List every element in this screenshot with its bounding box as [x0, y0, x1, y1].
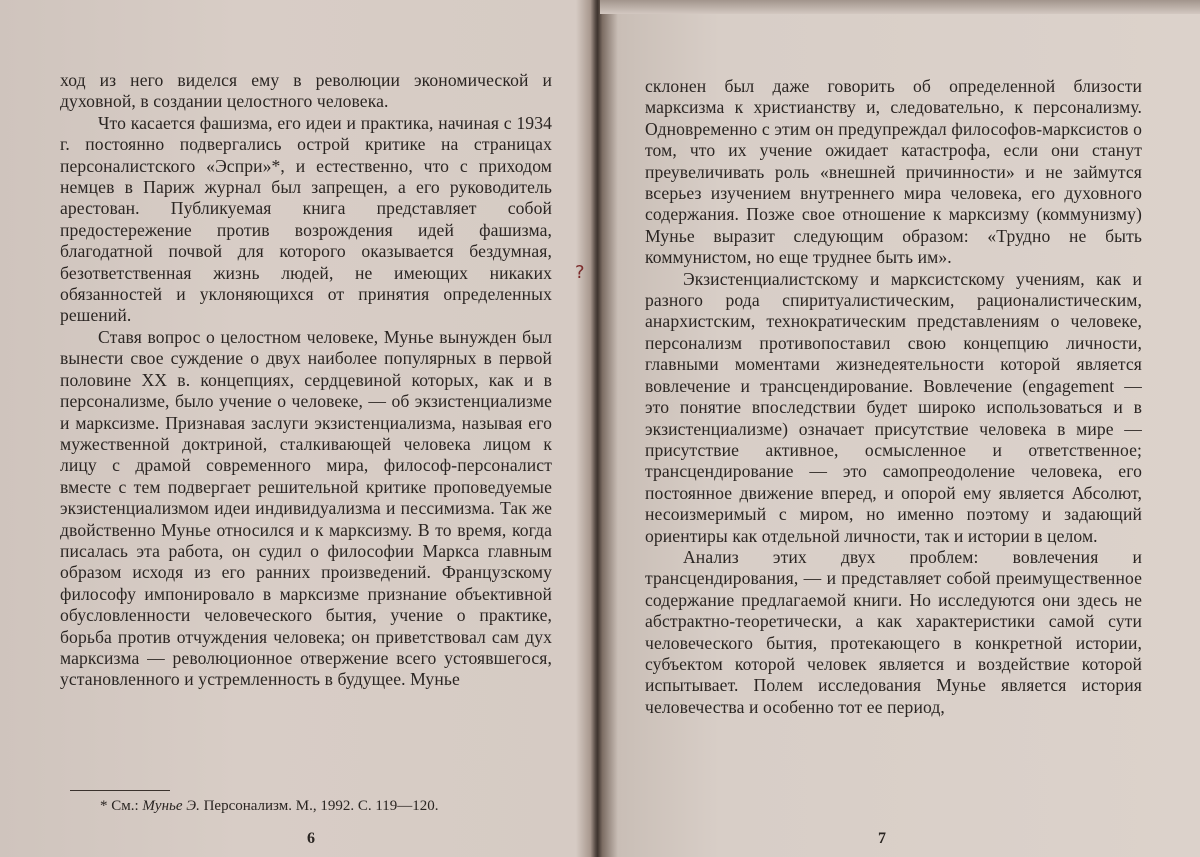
paragraph: Ставя вопрос о целостном человеке, Мунье вынужден был вынести свое суждение о двух наиболее популярных в первой половине XX в. концепциях, сердцевиной которых, как и в персонализме, было учение о человеке, — об экзистенциализме и марксизме. Признавая заслуги экзистенциализма, называя его мужественной доктриной, сталкивающей человека лицом к лицу с драмой современного мира, философ-персоналист вместе с тем подвергает решительной критике проповедуемые экзистенциализмом идеи индивидуализма и пессимизма. Так же двойственно Мунье относился и к марксизму. В то время, когда писалась эта работа, он судил о философии Маркса главным образом исходя из его ранних произведений. Французскому философу импонировало в марксизме признание объективной обусловленности человеческого бытия, учение о практике, борьба против отчуждения человека; он приветствовал сам дух марксизма — революционное отвержение всего устоявшегося, установленного и устремленность в будущее. Мунье — [60, 326, 552, 690]
paragraph: склонен был даже говорить об определенной близости марксизма к христианству и, следовательно, к персонализму. Одновременно с этим он предупреждал философов-марксистов о том, что их учение ожидает катастрофа, если они станут преувеличивать роль «внешней причинности» и не займутся всерьез изучением внутреннего мира человека, его духовного содержания. Позже свое отношение к марксизму (коммунизму) Мунье выразит следующим образом: «Трудно не быть коммунистом, но еще труднее быть им». — [645, 76, 1142, 268]
footnote-author: Мунье Э. — [142, 798, 200, 814]
left-page-text — [60, 70, 552, 691]
margin-pencil-mark: ? — [575, 262, 585, 283]
footnote-divider — [70, 790, 170, 791]
paragraph: ход из него виделся ему в революции экономической и духовной, в создании целостного человека. — [60, 70, 552, 112]
footnote-source: Персонализм. М., 1992. С. 119—120. — [199, 798, 439, 814]
page-number: 7 — [878, 830, 886, 847]
footnote — [100, 797, 540, 815]
right-page-text — [645, 76, 1142, 718]
paragraph: Что касается фашизма, его идеи и практика, начиная с 1934 г. постоянно подвергались острой критике на страницах персоналистского «Эспри»*, и естественно, что с приходом немцев в Париж журнал был запрещен, а его руководитель арестован. Публикуемая книга представляет собой предостережение против возрождения идей фашизма, благодатной почвой для которого оказывается бездумная, безответственная жизнь людей, не имеющих никаких обязанностей и уклоняющихся от принятия определенных решений. — [60, 112, 552, 326]
paragraph: Анализ этих двух проблем: вовлечения и трансцендирования, — и представляет собой преимущественное содержание предлагаемой книги. Но исследуются они здесь не абстрактно-теоретически, а как характеристики самой сути человеческого бытия, протекающего в конкретной истории, субъектом которой человек является и воздействие которой испытывает. Полем исследования Мунье является история человечества и особенно тот ее период, — [645, 546, 1142, 717]
right-page — [600, 0, 1200, 857]
paragraph: Экзистенциалистскому и марксистскому учениям, как и разного рода спиритуалистическим, рационалистическим, анархистским, технократическим представлениям о человеке, персонализм противопоставил свою концепцию личности, главными моментами жизнедеятельности которой является вовлечение и трансцендирование. Вовлечение (engagement — это понятие впоследствии будет широко использоваться и в экзистенциализме) означает присутствие человека в мире — присутствие активное, осмысленное и ответственное; трансцендирование — это самопреодоление человека, его постоянное движение вперед, и опорой ему является Абсолют, несоизмеримый с миром, но именно поэтому и задающий ориентиры как отдельной личности, так и истории в целом. — [645, 268, 1142, 546]
page-number: 6 — [307, 830, 315, 847]
left-page — [0, 0, 588, 857]
footnote-prefix: * См.: — [100, 798, 143, 814]
